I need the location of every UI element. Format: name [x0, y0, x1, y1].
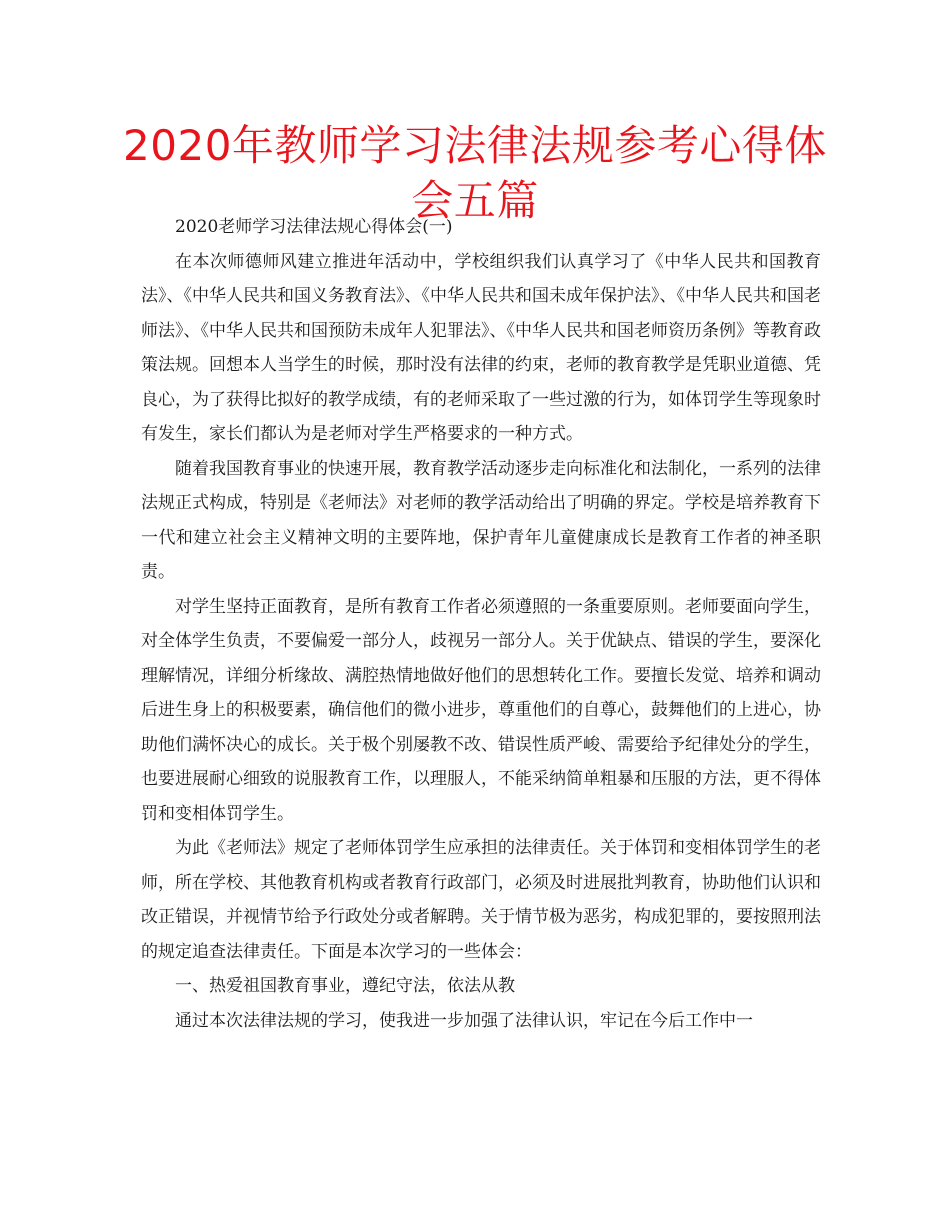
paragraph: 对学生坚持正面教育，是所有教育工作者必须遵照的一条重要原则。老师要面向学生，对全体学生负责，不要偏爱一部分人，歧视另一部分人。关于优缺点、错误的学生，要深化理解情况，详细分析缘故、满腔热情地做好他们的思想转化工作。要擅长发觉、培养和调动后进生身上的积极要素，确信他们的微小进步，尊重他们的自尊心，鼓舞他们的上进心，协助他们满怀决心的成长。关于极个别屡教不改、错误性质严峻、需要给予纪律处分的学生，也要进展耐心细致的说服教育工作，以理服人，不能采纳简单粗暴和压服的方法，更不得体罚和变相体罚学生。	[141, 596, 821, 824]
paragraph: 随着我国教育事业的快速开展，教育教学活动逐步走向标准化和法制化，一系列的法律法规正式构成，特别是《老师法》对老师的教学活动给出了明确的界定。学校是培养教育下一代和建立社会主义精神文明的主要阵地，保护青年儿童健康成长是教育工作者的神圣职责。	[141, 458, 821, 582]
paragraph: 为此《老师法》规定了老师体罚学生应承担的法律责任。关于体罚和变相体罚学生的老师，所在学校、其他教育机构或者教育行政部门，必须及时进展批判教育，协助他们认识和改正错误，并视情节给予行政处分或者解聘。关于情节极为恶劣，构成犯罪的，要按照刑法的规定追查法律责任。下面是本次学习的一些体会：	[141, 838, 821, 962]
paragraph: 在本次师德师风建立推进年活动中，学校组织我们认真学习了《中华人民共和国教育法》、《中华人民共和国义务教育法》、《中华人民共和国未成年保护法》、《中华人民共和国老师法》、《中华人民共和国预防未成年人犯罪法》、《中华人民共和国老师资历条例》等教育政策法规。回想本人当学生的时候，那时没有法律的约束，老师的教育教学是凭职业道德、凭良心，为了获得比拟好的教学成绩，有的老师采取了一些过激的行为，如体罚学生等现象时有发生，家长们都认为是老师对学生严格要求的一种方式。	[141, 251, 821, 444]
document-title: 2020年教师学习法律法规参考心得体会五篇	[123, 121, 827, 225]
paragraph: 通过本次法律法规的学习，使我进一步加强了法律认识，牢记在今后工作中一	[175, 1010, 753, 1031]
section-heading: 2020老师学习法律法规心得体会(一)	[175, 217, 453, 237]
document-body	[141, 210, 821, 1038]
subsection-heading: 一、热爱祖国教育事业，遵纪守法，依法从教	[175, 976, 515, 996]
